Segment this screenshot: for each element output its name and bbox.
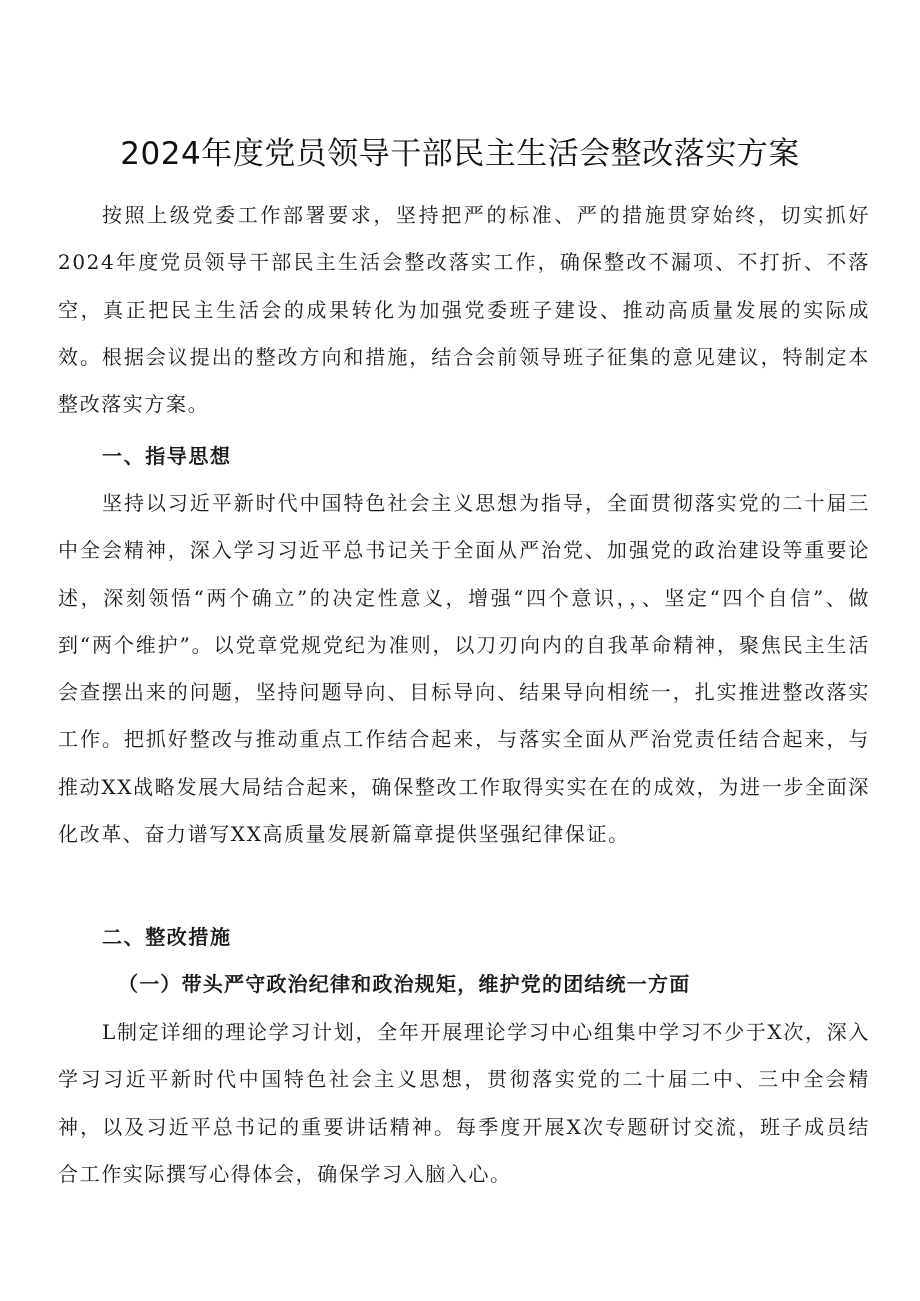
- section-heading-guiding-ideology: 一、指导思想: [102, 444, 232, 468]
- document-title: 2024年度党员领导干部民主生活会整改落实方案: [120, 136, 800, 172]
- section-heading-rectification-measures: 二、整改措施: [102, 925, 232, 949]
- subsection-heading-political-discipline: （一）带头严守政治纪律和政治规矩，维护党的团结统一方面: [118, 972, 691, 996]
- intro-paragraph: 按照上级党委工作部署要求，坚持把严的标准、严的措施贯穿始终，切实抓好2024年度党员领导干部民主生活会整改落实工作，确保整改不漏项、不打折、不落空，真正把民主生活会的成果转化为加强党委班子建设、推动高质量发展的实际成效。根据会议提出的整改方向和措施，结合会前领导班子征集的意见建议，特制定本整改落实方案。: [58, 203, 870, 417]
- guiding-ideology-paragraph: 坚持以习近平新时代中国特色社会主义思想为指导，全面贯彻落实党的二十届三中全会精神，深入学习习近平总书记关于全面从严治党、加强党的政治建设等重要论述，深刻领悟“两个确立”的决定性意义，增强“四个意识，，、坚定“四个自信”、做到“两个维护”。以党章党规党纪为准则，以刀刃向内的自我革命精神，聚焦民主生活会查摆出来的问题，坚持问题导向、目标导向、结果导向相统一，扎实推进整改落实工作。把抓好整改与推动重点工作结合起来，与落实全面从严治党责任结合起来，与推动XX战略发展大局结合起来，确保整改工作取得实实在在的成效，为进一步全面深化改革、奋力谱写XX高质量发展新篇章提供坚强纪律保证。: [58, 491, 870, 847]
- rectification-measure-paragraph: L制定详细的理论学习计划，全年开展理论学习中心组集中学习不少于X次，深入学习习近平新时代中国特色社会主义思想，贯彻落实党的二十届二中、三中全会精神，以及习近平总书记的重要讲话精神。每季度开展X次专题研讨交流，班子成员结合工作实际撰写心得体会，确保学习入脑入心。: [58, 1020, 870, 1186]
